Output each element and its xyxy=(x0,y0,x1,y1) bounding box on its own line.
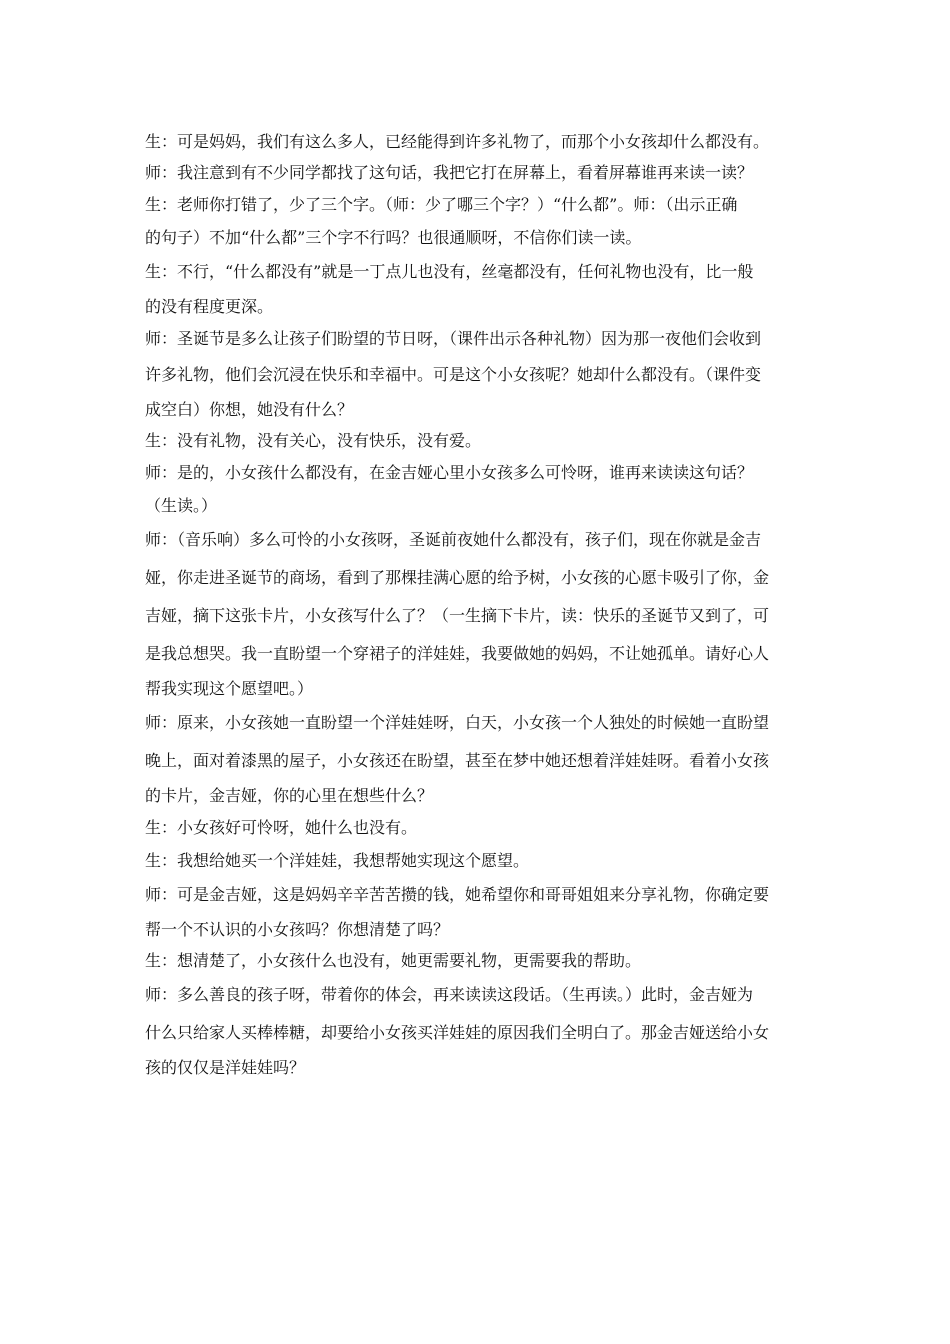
text-line: 是我总想哭。我一直盼望一个穿裙子的洋娃娃，我要做她的妈妈，不让她孤单。请好心人 xyxy=(145,644,770,663)
text-line: 的没有程度更深。 xyxy=(145,297,274,316)
text-line: 师：原来，小女孩她一直盼望一个洋娃娃呀，白天，小女孩一个人独处的时候她一直盼望 xyxy=(145,713,770,732)
text-line: 师：（音乐响）多么可怜的小女孩呀，圣诞前夜她什么都没有，孩子们，现在你就是金吉 xyxy=(145,530,762,549)
text-line: 吉娅，摘下这张卡片，小女孩写什么了？（一生摘下卡片，读：快乐的圣诞节又到了，可 xyxy=(145,606,770,625)
text-line: 生：可是妈妈，我们有这么多人，已经能得到许多礼物了，而那个小女孩却什么都没有。 xyxy=(145,132,770,151)
text-line: 生：想清楚了，小女孩什么也没有，她更需要礼物，更需要我的帮助。 xyxy=(145,951,642,970)
text-line: 的卡片，金吉娅，你的心里在想些什么？ xyxy=(145,786,434,805)
text-line: 生：没有礼物，没有关心，没有快乐，没有爱。 xyxy=(145,431,482,450)
text-line: 帮一个不认识的小女孩吗？你想清楚了吗？ xyxy=(145,920,450,939)
text-line: 成空白）你想，她没有什么？ xyxy=(145,400,354,419)
text-line: 生：老师你打错了，少了三个字。（师：少了哪三个字？）“什么都”。师：（出示正确 xyxy=(145,195,738,214)
text-line: （生读。） xyxy=(145,496,218,515)
text-line: 师：多么善良的孩子呀，带着你的体会，再来读读这段话。（生再读。）此时，金吉娅为 xyxy=(145,985,754,1004)
text-line: 师：可是金吉娅，这是妈妈辛辛苦苦攒的钱，她希望你和哥哥姐姐来分享礼物，你确定要 xyxy=(145,885,770,904)
text-line: 晚上，面对着漆黑的屋子，小女孩还在盼望，甚至在梦中她还想着洋娃娃呀。看着小女孩 xyxy=(145,751,770,770)
text-line: 师：是的，小女孩什么都没有，在金吉娅心里小女孩多么可怜呀，谁再来读读这句话？ xyxy=(145,463,754,482)
text-line: 孩的仅仅是洋娃娃吗？ xyxy=(145,1058,306,1077)
text-line: 什么只给家人买棒棒糖，却要给小女孩买洋娃娃的原因我们全明白了。那金吉娅送给小女 xyxy=(145,1023,770,1042)
text-line: 生：小女孩好可怜呀，她什么也没有。 xyxy=(145,818,418,837)
text-line: 帮我实现这个愿望吧。） xyxy=(145,679,314,698)
text-line: 生：我想给她买一个洋娃娃，我想帮她实现这个愿望。 xyxy=(145,851,530,870)
text-line: 许多礼物，他们会沉浸在快乐和幸福中。可是这个小女孩呢？她却什么都没有。（课件变 xyxy=(145,365,762,384)
text-line: 师：我注意到有不少同学都找了这句话，我把它打在屏幕上，看着屏幕谁再来读一读？ xyxy=(145,163,754,182)
text-line: 师：圣诞节是多么让孩子们盼望的节日呀，（课件出示各种礼物）因为那一夜他们会收到 xyxy=(145,329,762,348)
document-body xyxy=(145,126,813,1083)
text-line: 娅，你走进圣诞节的商场，看到了那棵挂满心愿的给予树，小女孩的心愿卡吸引了你，金 xyxy=(145,568,770,587)
text-line: 生：不行，“什么都没有”就是一丁点儿也没有，丝毫都没有，任何礼物也没有，比一般 xyxy=(145,262,754,281)
text-line: 的句子）不加“什么都”三个字不行吗？也很通顺呀，不信你们读一读。 xyxy=(145,228,642,247)
